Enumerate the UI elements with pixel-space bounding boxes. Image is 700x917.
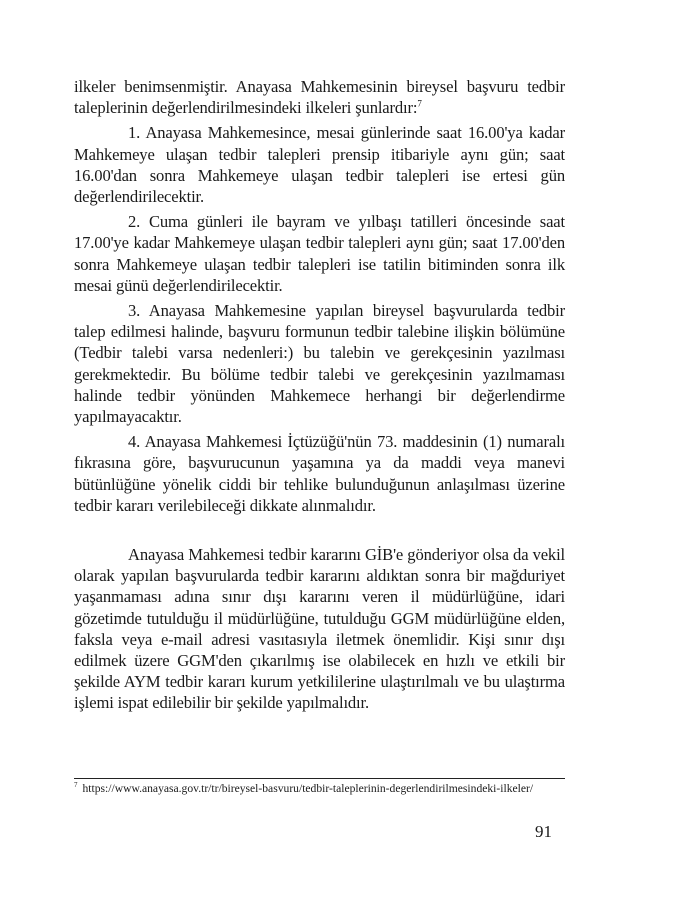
intro-paragraph bbox=[74, 76, 565, 118]
closing-paragraph: Anayasa Mahkemesi tedbir kararını GİB'e gönderiyor olsa da vekil olarak yapılan başvurularda tedbir kararını aldıktan sonra bir mağduriyet yaşanmaması adına sınır dışı kararını veren il müdürlüğüne, idari gözetimde tutulduğu il müdürlüğüne, tutulduğu GGM müdürlüğüne elden, faksla veya e-mail adresi vasıtasıyla iletmek önemlidir. Kişi sınır dışı edilmek üzere GGM'den çıkarılmış ise olabilecek en hızlı ve etkili bir şekilde AYM tedbir kararı kurum yetkililerine ulaştırılmalı ve bu ulaştırma işlemi ispat edilebilir bir şekilde yapılmalıdır. bbox=[74, 545, 565, 713]
footnote-number: 7 bbox=[74, 781, 78, 790]
intro-text: ilkeler benimsenmiştir. Anayasa Mahkemesinin bireysel başvuru tedbir taleplerinin değerlendirilmesindeki ilkeleri şunlardır: bbox=[74, 77, 565, 118]
list-item-3: 3. Anayasa Mahkemesine yapılan bireysel başvurularda tedbir talep edilmesi halinde, başvuru formunun tedbir talebine ilişkin bölümüne (Tedbir talebi varsa nedenleri:) bu talebin ve gerekçesinin yazılması gerekmektedir. Bu bölüme tedbir talebi ve gerekçesinin yazılmaması halinde tedbir yönünden Mahkemece herhangi bir değerlendirme yapılmayacaktır. bbox=[74, 301, 565, 427]
footnote-link[interactable]: https://www.anayasa.gov.tr/tr/bireysel-basvuru/tedbir-taleplerinin-degerlendirilmesindeki-ilkeler/ bbox=[82, 782, 534, 795]
footnote-divider bbox=[74, 778, 565, 779]
footnote bbox=[74, 781, 565, 797]
footnote-reference[interactable]: 7 bbox=[417, 98, 422, 109]
list-item-1: 1. Anayasa Mahkemesince, mesai günlerinde saat 16.00'ya kadar Mahkemeye ulaşan tedbir talepleri prensip itibariyle aynı gün; saat 16.00'dan sonra Mahkemeye ulaşan tedbir talepleri ise ertesi gün değerlendirilecektir. bbox=[74, 123, 565, 207]
page-body bbox=[74, 76, 565, 714]
list-item-4: 4. Anayasa Mahkemesi İçtüzüğü'nün 73. maddesinin (1) numaralı fıkrasına göre, başvurucunun yaşamına ya da maddi veya manevi bütünlüğüne yönelik ciddi bir tehlike bulunduğunun anlaşılması üzerine tedbir kararı verilebileceği dikkate alınmalıdır. bbox=[74, 432, 565, 515]
list-item-2: 2. Cuma günleri ile bayram ve yılbaşı tatilleri öncesinde saat 17.00'ye kadar Mahkemeye ulaşan tedbir talepleri aynı gün; saat 17.00'den sonra Mahkemeye ulaşan tedbir talepleri ise tatilin bitiminden sonra ilk mesai günü değerlendirilecektir. bbox=[74, 212, 565, 295]
page-number: 91 bbox=[535, 822, 552, 841]
